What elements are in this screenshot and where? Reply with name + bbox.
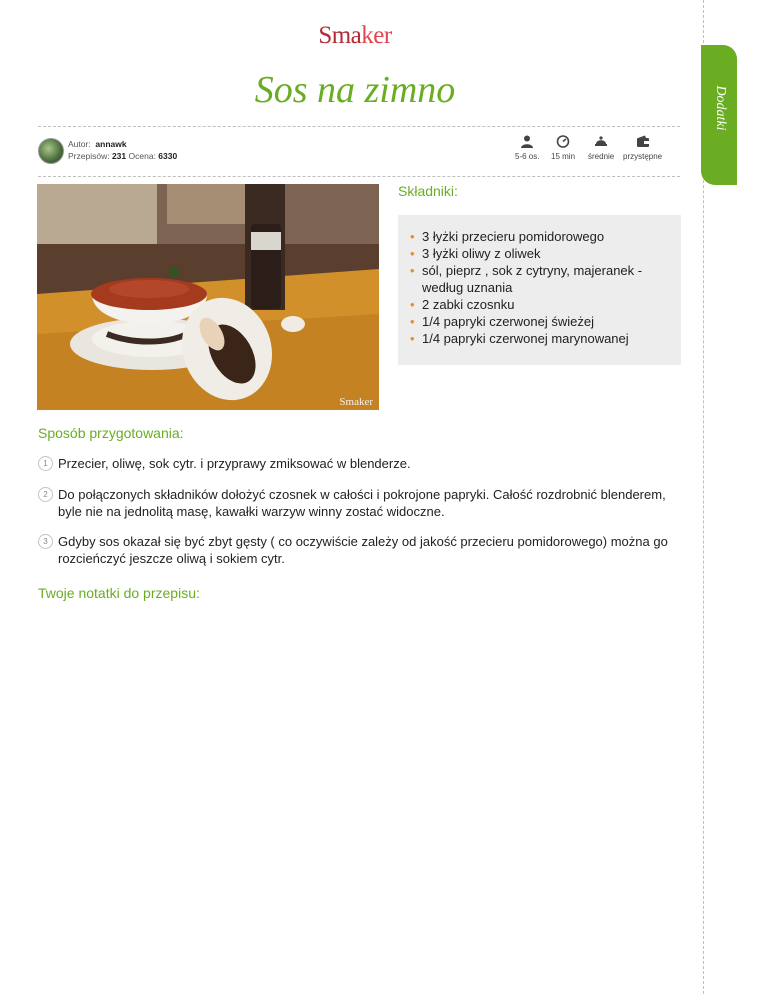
step-text: Do połączonych składników dołożyć czosnek w całości i pokrojone papryki. Całość rozdrobnić blenderem, byle nie na jednolitą masę, kawałki warzyw winny zostać widoczne. (58, 487, 666, 519)
chef-hat-icon (594, 135, 608, 148)
recipe-photo (37, 184, 379, 410)
ingredients-list (398, 215, 681, 347)
notes-title: Twoje notatki do przepisu: (38, 585, 200, 601)
step-item (38, 455, 678, 472)
meta-time (551, 135, 575, 161)
author-info (68, 138, 177, 162)
step-number: 3 (38, 534, 53, 549)
ingredient-item: • 2 zabki czosnku (410, 296, 681, 313)
preparation-title: Sposób przygotowania: (38, 425, 184, 441)
step-item (38, 486, 678, 520)
rating-label: Ocena: (128, 151, 156, 161)
ingredients-title: Składniki: (398, 183, 458, 199)
ingredient-item: • 3 łyżki przecieru pomidorowego (410, 228, 681, 245)
author-name: annawk (95, 139, 127, 149)
step-number: 1 (38, 456, 53, 471)
recipe-meta (510, 135, 670, 165)
step-item (38, 533, 678, 567)
recipes-label: Przepisów: (68, 151, 110, 161)
rating-value: 6330 (158, 151, 178, 161)
recipe-title: Sos na zimno (254, 69, 456, 111)
servings-text: 5-6 os. (515, 152, 540, 161)
recipes-count: 231 (111, 151, 127, 161)
author-label: Autor: (68, 139, 91, 149)
photo-watermark: Smaker (339, 396, 373, 408)
logo-part1: Sma (318, 22, 362, 49)
ingredient-item: • sól, pieprz , sok z cytryny, majeranek - według uznania (410, 262, 681, 296)
step-text: Gdyby sos okazał się być zbyt gęsty ( co oczywiście zależy od jakość przecieru pomidorowego) można go rozcieńczyć jeszcze oliwą i sokiem cytr. (58, 534, 668, 566)
ingredient-item: • 1/4 papryki czerwonej świeżej (410, 313, 681, 330)
ingredients-box (398, 215, 681, 365)
cost-text: przystępne (623, 152, 663, 161)
step-number: 2 (38, 487, 53, 502)
difficulty-text: średnie (588, 152, 615, 161)
avatar (38, 138, 64, 164)
wallet-icon (636, 135, 650, 148)
time-text: 15 min (551, 152, 576, 161)
smaker-logo (0, 22, 710, 50)
ingredient-item: • 3 łyżki oliwy z oliwek (410, 245, 681, 262)
meta-difficulty (588, 135, 614, 161)
divider-bottom (38, 176, 680, 177)
clock-icon (556, 135, 570, 148)
person-icon (520, 135, 534, 148)
step-text: Przecier, oliwę, sok cytr. i przyprawy zmiksować w blenderze. (58, 456, 411, 471)
photo-illustration (37, 184, 379, 410)
logo-part2: ker (361, 22, 392, 49)
ingredient-item: • 1/4 papryki czerwonej marynowanej (410, 330, 681, 347)
category-tab-label: Dodatki (713, 85, 728, 131)
meta-servings (515, 135, 539, 161)
meta-cost (623, 135, 662, 161)
divider-top (38, 126, 680, 127)
